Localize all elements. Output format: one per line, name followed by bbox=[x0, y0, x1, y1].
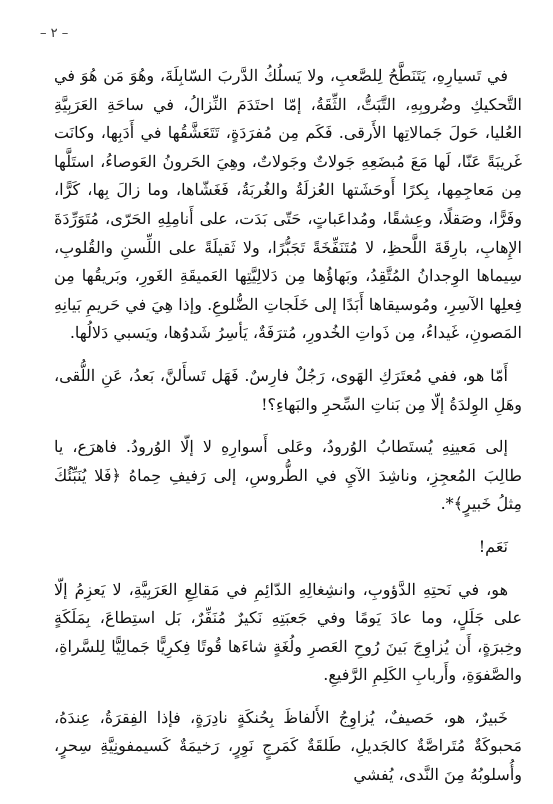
page-number: – ٢ – bbox=[40, 26, 69, 41]
paragraph-2: أَمّا هو، ففي مُعتَرَكِ الهَوى، رَجُلٌ فارِسٌ. فَهَل تَسأَلنَّ، بَعدُ، عَنِ اللُّقى، وهَلِ الوِلدَةُ إلّا مِن بَناتِ السِّحرِ والبَهاءِ؟! bbox=[54, 365, 522, 414]
paragraph-5: هو، في نَحتِهِ الدَّؤوبِ، وانشِغالِهِ الدّائِمِ في مَقالِعِ العَرَبِيَّةِ، لا يَعزِمُ إلّا على جَلَلٍ، وما عادَ يَومًا وفي جَعبَتِهِ نَكيرٌ مُنَفِّرٌ، بَل استِطاعَ، بِمَلَكَةٍ وخِبرَةٍ، أَن يُزاوِجَ بَينَ رُوحِ العَصرِ ولُغَةٍ شاءَها قُوتًا فِكرِيًّا جَمالِيًّا لِلسَّراةِ، والصَّفوَةِ، وأَربابِ الكَلِمِ الرَّفيعِ. bbox=[54, 579, 522, 685]
paragraph-1: في تَسيارِهِ، يَتَنَطَّحُ لِلصَّعبِ، ولا يَسلُكُ الدَّربَ السّابِلَةَ، وهُوَ مَن هُوَ في التَّحكيكِ وضُروبِهِ، التَّبَتُّ، الثِّقَةُ، إمّا احتَدَمَ النِّزالُ، في ساحَةِ العَرَبِيَّةِ العُليا، حَولَ جَمالاتِها الأَرقى. فَكَم مِن مُفرَدَةٍ، تَتَعَشَّقُها في أَدَبِها، وكانَت غَريبَةً عَنّا، لَها مَعَ مُبضَعِهِ جَولاتٌ وجَولاتٌ، وهِيَ الحَرونُ العَوصاءُ، استَلَّها مِن مَعاجِمِها، بِكرًا أَوحَشَتها العُزلَةُ والغُربَةُ، فَغَشّاها، وما زالَ بِها، كَرًّا، وفَرًّا، وصَقلًا، وعِشقًا، ومُداعَباتٍ، حَتّى بَدَت، على أَنامِلِهِ الحَرّى، مُتَوَرِّدَةَ الإِهابِ، بارِقَةَ اللَّحظِ، لا مُتَنَفِّخَةً تَجَبُّرًا، ولا ثَقيلَةً على اللِّسنِ والقُلوبِ، سِيماها الوِجدانُ المُتَّقِدُ، وبَهاؤُها مِن دَلالِيَّتِها العَميقَةِ الغَورِ، وبَريقُها مِن فِعلِها الآسِرِ، ومُوسيقاها أَبَدًا إلى خَلَجاتِ الضُّلوعِ. وإذا هِيَ في حَريمِ بَيانِهِ المَصونِ، غَيداءُ، مِن ذَواتِ الخُدورِ، مُترَفَةٌ، يَأسِرُ شَدوُها، ويَسبي دَلالُها. bbox=[54, 66, 522, 343]
document-body bbox=[54, 62, 522, 804]
paragraph-6: خَبيرٌ، هو، حَصيفٌ، يُزاوِجُ الأَلفاظَ بِحُنكَةٍ نادِرَةٍ، فإذا الفِقرَةُ، عِندَهُ، مَحبوكَةٌ مُتَراصَّةٌ كالجَديلِ، طَلقَةٌ كَمَرجٍ نَوِرٍ، رَخيمَةٌ كَسيمفونِيَّةِ سِحرٍ، وأُسلوبُهُ مِنَ النَّدى، يُفشي bbox=[54, 707, 522, 785]
paragraph-3: إلى مَعينِهِ يُستَطابُ الوُرودُ، وعَلى أَسوارِهِ لا إلّا الوُرودُ. فاهرَع، يا طالِبَ المُعجِزِ، وناشِدَ الآيِ في الطُّروسِ، إلى رَفيفِ حِماهُ ﴿فَلا يُنَبِّئُكَ مِثلُ خَبيرٍ﴾*. bbox=[54, 437, 522, 514]
paragraph-4: نَعَم! bbox=[478, 536, 508, 556]
